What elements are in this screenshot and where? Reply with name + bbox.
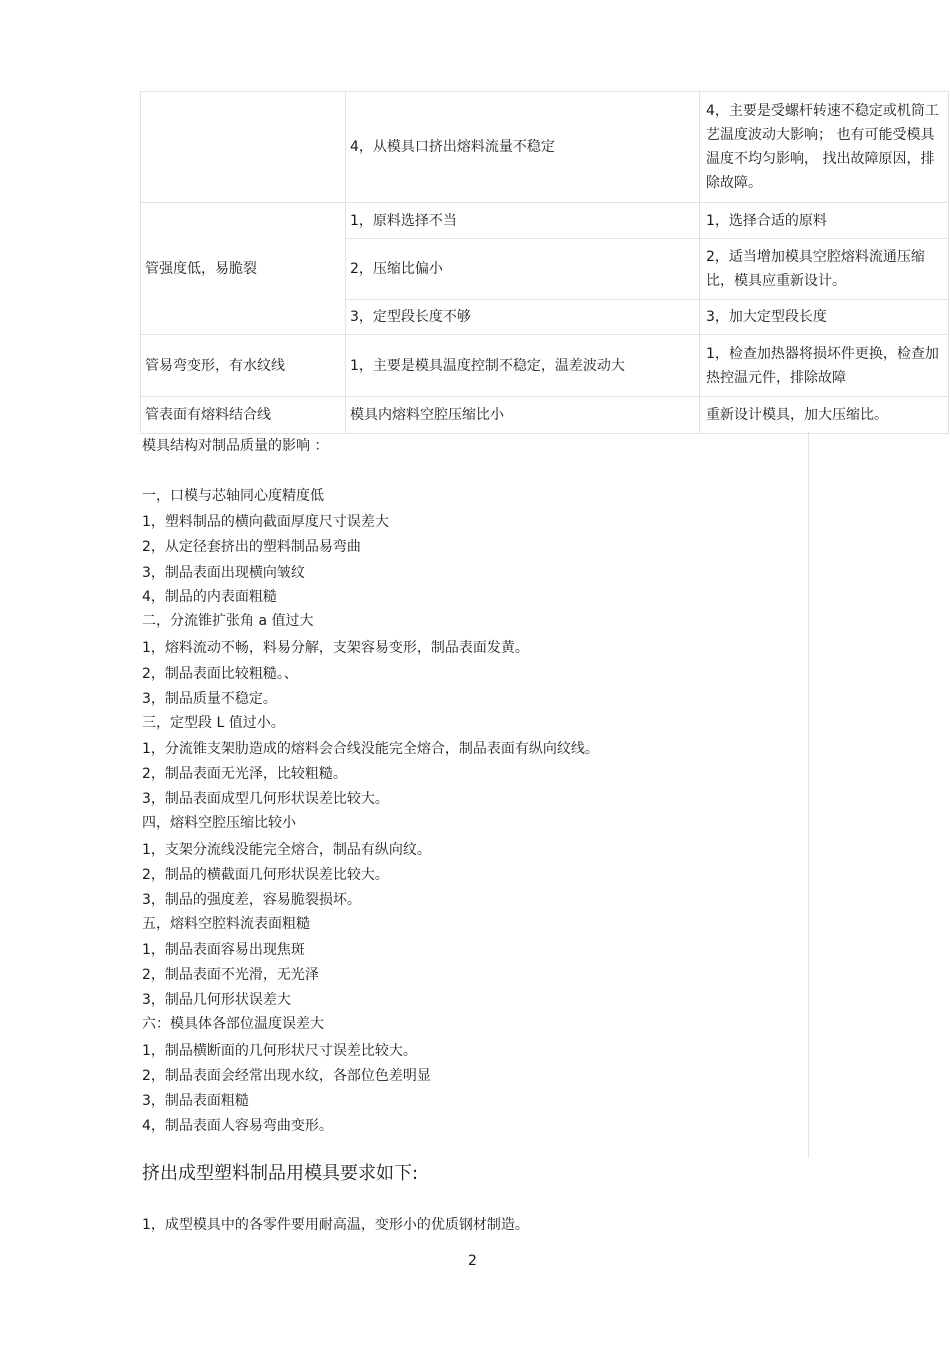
list-item: 1，分流锥支架肋造成的熔料会合线没能完全熔合，制品表面有纵向纹线。 [142,741,599,757]
list-item: 1，制品表面容易出现焦斑 [142,942,305,958]
list-item: 五，熔料空腔料流表面粗糙 [142,916,310,932]
list-item: 3，制品几何形状误差大 [142,992,291,1008]
list-item: 四，熔料空腔压缩比较小 [142,815,296,831]
list-item: 1，支架分流线没能完全熔合，制品有纵向纹。 [142,842,431,858]
table-cell: 4，主要是受螺杆转速不稳定或机筒工艺温度波动大影响； 也有可能受模具温度不均匀影响， 找出故障原因，排除故障。 [700,92,949,203]
list-item: 2，制品表面无光泽，比较粗糙。 [142,766,347,782]
table-row [141,203,949,239]
list-item: 2，制品表面比较粗糙。、 [142,666,298,682]
table-row [141,397,949,434]
table-cell: 2，适当增加模具空腔熔料流通压缩比，模具应重新设计。 [700,239,949,300]
list-item: 3，制品质量不稳定。 [142,691,277,707]
mold-structure-section [142,432,809,1158]
list-item: 2，制品表面会经常出现水纹，各部位色差明显 [142,1068,431,1084]
table-cell: 管表面有熔料结合线 [141,397,346,434]
list-item: 三，定型段 L 值过小。 [142,715,285,731]
table-cell: 4，从模具口挤出熔料流量不稳定 [346,92,700,203]
page-number: 2 [468,1253,477,1269]
table-cell: 1，原料选择不当 [346,203,700,239]
section-title: 模具结构对制品质量的影响 ： [142,438,329,454]
troubleshooting-table [140,91,949,434]
list-item: 4，制品表面人容易弯曲变形。 [142,1118,333,1134]
list-item: 1，制品横断面的几何形状尺寸误差比较大。 [142,1043,417,1059]
requirement-item: 1，成型模具中的各零件要用耐高温，变形小的优质钢材制造。 [142,1217,529,1233]
list-item: 1，塑料制品的横向截面厚度尺寸误差大 [142,514,389,530]
list-item: 4，制品的内表面粗糙 [142,589,277,605]
list-item: 二，分流锥扩张角 a 值过大 [142,613,314,629]
list-item: 3，制品的强度差，容易脆裂损坏。 [142,892,361,908]
table-cell: 1，检查加热器将损坏件更换，检查加热控温元件，排除故障 [700,335,949,397]
list-item: 1，熔料流动不畅，料易分解，支架容易变形，制品表面发黄。 [142,640,529,656]
table-cell: 管易弯变形，有水纹线 [141,335,346,397]
list-item: 六：模具体各部位温度误差大 [142,1016,324,1032]
table-cell: 2，压缩比偏小 [346,239,700,300]
table-row [141,335,949,397]
table-row [141,92,949,203]
list-item: 2，制品的横截面几何形状误差比较大。 [142,867,389,883]
table-cell: 管强度低，易脆裂 [141,203,346,335]
list-item: 3，制品表面粗糙 [142,1093,249,1109]
table-cell: 模具内熔料空腔压缩比小 [346,397,700,434]
table-cell: 3，定型段长度不够 [346,300,700,335]
table-cell: 1，选择合适的原料 [700,203,949,239]
table-cell [141,92,346,203]
list-item: 2，从定径套挤出的塑料制品易弯曲 [142,539,361,555]
table-cell: 3，加大定型段长度 [700,300,949,335]
list-item: 3，制品表面成型几何形状误差比较大。 [142,791,389,807]
list-item: 3，制品表面出现横向皱纹 [142,565,305,581]
table-cell: 1，主要是模具温度控制不稳定，温差波动大 [346,335,700,397]
list-item: 一，口模与芯轴同心度精度低 [142,488,324,504]
requirements-heading: 挤出成型塑料制品用模具要求如下: [142,1163,419,1184]
list-item: 2，制品表面不光滑，无光泽 [142,967,319,983]
table-cell: 重新设计模具，加大压缩比。 [700,397,949,434]
